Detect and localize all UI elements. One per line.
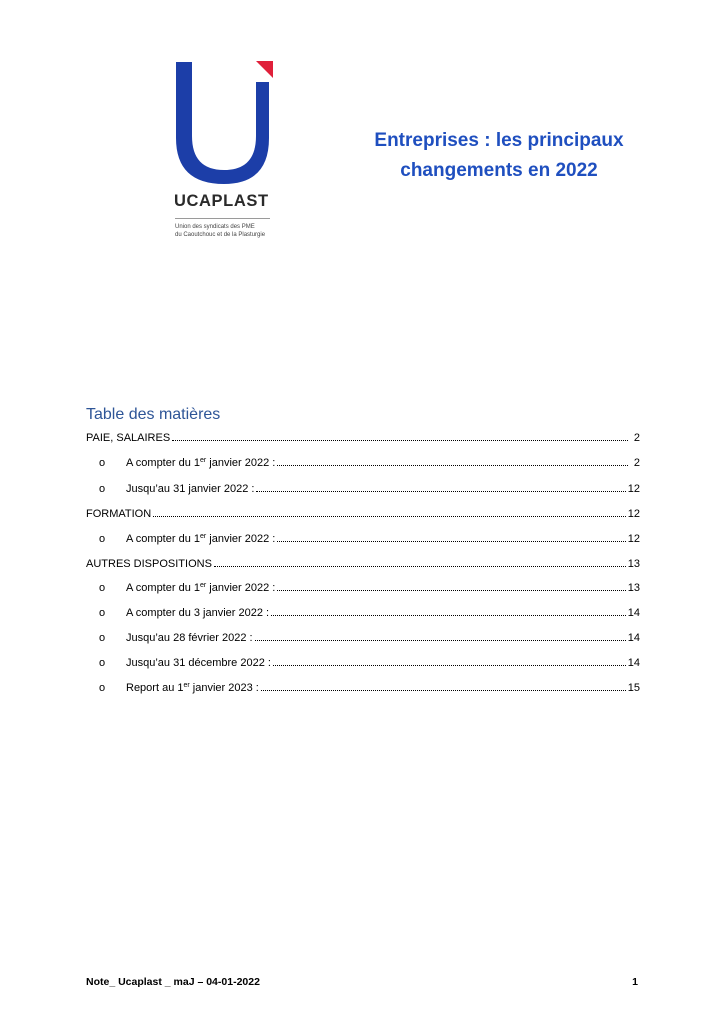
toc-dot-leader [277, 580, 625, 591]
toc-entry[interactable] [99, 605, 640, 621]
toc-page-number: 2 [633, 457, 640, 469]
title-line-2: changements en 2022 [400, 160, 598, 181]
ucaplast-u-mark-icon [172, 58, 276, 188]
toc-label-text: Report au 1 [126, 682, 184, 694]
toc-label-text-suffix: janvier 2022 : [206, 533, 276, 545]
toc-bullet: o [99, 607, 106, 619]
toc-page-number: 15 [627, 682, 640, 694]
toc-label-text-suffix: janvier 2022 : [206, 582, 276, 594]
toc-entry-label [126, 580, 275, 596]
toc-entry-label [126, 605, 269, 621]
toc-entry-label [126, 481, 254, 497]
toc-entry[interactable] [99, 630, 640, 646]
toc-entry-label [126, 531, 275, 547]
toc-entry-label [126, 680, 259, 696]
toc-bullet: o [99, 533, 106, 545]
toc-label-text: Jusqu’au 31 décembre 2022 : [126, 657, 271, 669]
toc-dot-leader [256, 481, 625, 492]
logo-tagline-line2: du Caoutchouc et de la Plasturgie [175, 231, 266, 238]
toc-bullet: o [99, 632, 106, 644]
ucaplast-logo [172, 58, 276, 248]
toc-label-superscript: er [183, 682, 190, 689]
toc-label-superscript: er [200, 457, 207, 464]
toc-dot-leader [273, 655, 626, 666]
toc-dot-leader [214, 556, 626, 567]
toc-label-text: AUTRES DISPOSITIONS [86, 558, 212, 570]
toc-entry[interactable] [99, 680, 640, 696]
toc-entry[interactable] [99, 655, 640, 671]
toc-label-text: A compter du 1 [126, 582, 200, 594]
toc-page-number: 13 [627, 582, 640, 594]
title-line-1: Entreprises : les principaux [374, 130, 624, 151]
toc-page-number: 13 [627, 558, 640, 570]
toc-bullet: o [99, 657, 106, 669]
logo-divider [175, 218, 270, 219]
toc-entry-label [126, 455, 275, 471]
toc-page-number: 12 [627, 508, 640, 520]
toc-entry-label [126, 630, 253, 646]
footer-note: Note_ Ucaplast _ maJ – 04-01-2022 [86, 976, 260, 988]
footer-page-number: 1 [632, 976, 638, 988]
document-title [360, 126, 638, 186]
logo-wordmark: UCAPLAST [174, 192, 269, 210]
toc-dot-leader [153, 506, 626, 517]
logo-tagline-line1: Union des syndicats des PME [175, 224, 255, 230]
toc-bullet: o [99, 582, 106, 594]
toc-label-text: A compter du 1 [126, 457, 200, 469]
toc-label-text: A compter du 3 janvier 2022 : [126, 607, 270, 619]
toc-page-number: 14 [627, 607, 640, 619]
toc-bullet: o [99, 457, 106, 469]
toc-label-text: Jusqu’au 28 février 2022 : [126, 632, 253, 644]
toc-page-number: 14 [627, 657, 640, 669]
toc-entry-label [86, 430, 170, 446]
toc-entry[interactable] [99, 481, 640, 497]
toc-page-number: 12 [627, 483, 640, 495]
toc-label-text: A compter du 1 [126, 533, 200, 545]
toc-page-number: 12 [627, 533, 640, 545]
toc-dot-leader [261, 680, 626, 691]
toc-entry[interactable] [99, 531, 640, 547]
toc-label-text-suffix: janvier 2023 : [189, 682, 259, 694]
logo-tagline [175, 224, 295, 239]
toc-dot-leader [271, 605, 626, 616]
toc-heading: Table des matières [86, 406, 221, 423]
toc-entry[interactable] [99, 580, 640, 596]
toc-label-text: Jusqu’au 31 janvier 2022 : [126, 483, 255, 495]
toc-page-number: 14 [627, 632, 640, 644]
toc-dot-leader [172, 430, 628, 441]
toc-entry-label [86, 556, 212, 572]
toc-label-text: FORMATION [86, 508, 152, 520]
toc-label-superscript: er [200, 533, 207, 540]
toc-entry[interactable] [86, 430, 640, 446]
toc-bullet: o [99, 483, 106, 495]
toc-label-text-suffix: janvier 2022 : [206, 457, 276, 469]
toc-entry[interactable] [99, 455, 640, 471]
toc-label-superscript: er [200, 582, 207, 589]
toc-entry[interactable] [86, 556, 640, 572]
toc-label-text: PAIE, SALAIRES [86, 432, 171, 444]
toc-dot-leader [277, 531, 625, 542]
toc-dot-leader [277, 455, 628, 466]
toc-page-number: 2 [633, 432, 640, 444]
toc-entry[interactable] [86, 506, 640, 522]
toc-entry-label [86, 506, 151, 522]
toc-entry-label [126, 655, 271, 671]
toc-bullet: o [99, 682, 106, 694]
toc-dot-leader [255, 630, 626, 641]
